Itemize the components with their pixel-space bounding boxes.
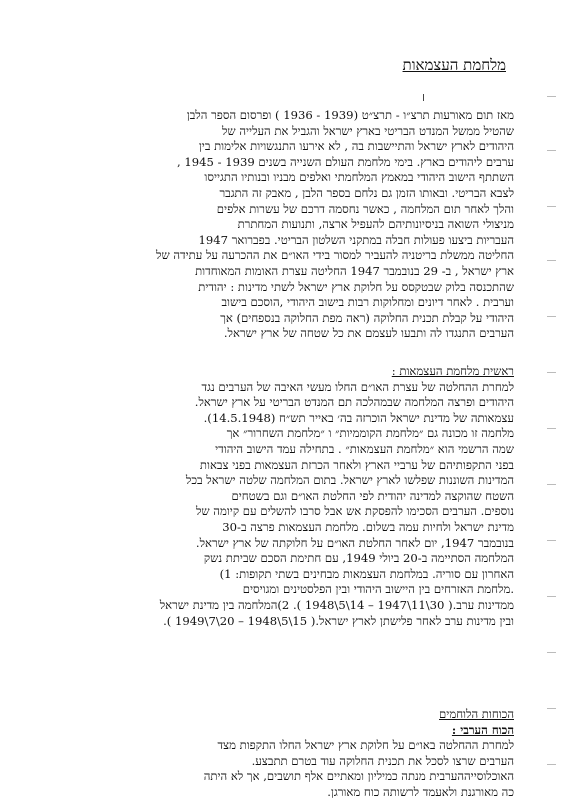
text-line: השטח שהוקצה למדינה יהודית לפי החלטת האו״ם וגם בשטחים (231, 488, 514, 503)
rule-mark (547, 428, 556, 429)
rule-mark (547, 652, 556, 653)
rule-mark (547, 96, 556, 97)
text-line: נוספים. הערבים הסכימו להפסקת אש אבל סרבו להשלים עם קיומה של (195, 504, 514, 519)
stray-mark (423, 94, 424, 101)
text-line: האוכלוסייההערבית מנתה כמיליון ומאתיים אלף תושבים, אך לא היתה (203, 769, 514, 784)
text-line: ובין מדינות ערב לאחר פלישתן לארץ ישראל.( 15\5\1948 – 20\7\1949 ). (163, 613, 514, 628)
text-line: העבריות ביצעו פעולות חבלה במתקני השלטון הבריטי. בפברואר 1947 (198, 232, 514, 247)
text-line: המדינות השוננות שפלשו לארץ ישראל. בתום המלחמה שלטה ישראל בכל (185, 473, 514, 488)
text-line: השתתף הישוב היהודי במאמץ המלחמתי ואלפים מבניו ובנותיו התגייסו (204, 170, 514, 185)
page-title: מלחמת העצמאות (402, 56, 506, 74)
margin-rule-marks (542, 0, 556, 800)
section-heading: ראשית מלחמת העצמאות : (391, 364, 514, 378)
text-line: המלחמה הסתיימה ב-20 ביולי 1949, עם חתימת הסכם שביתת נשק (203, 551, 514, 566)
text-line: מדינת ישראל ולחיות עמה בשלום. מלחמת העצמאות פרצה ב-30 (222, 519, 514, 534)
text-line: למחרת ההחלטה של עצרת האו״ם החלו מעשי האיבה של הערבים נגד (201, 379, 514, 394)
text-line: שהתכנסה בלוק שבטקסס על חלוקת ארץ ישראל לשתי מדינות : יהודית (198, 279, 514, 294)
rule-mark (547, 484, 556, 485)
text-line: מאז תום מאורעות תרצ״ו - תרצ״ט (1939 - 1936 ) ופרסום הספר הלבן (186, 108, 514, 122)
rule-mark (547, 708, 556, 709)
subsection-heading: הכוח הערבי : (451, 722, 514, 737)
text-line: היהודי על קבלת תכנית החלוקה (ראה מפת החלוקה בנספחים) אך (220, 310, 514, 325)
text-line: לצבא הבריטי. ובאותו הזמן גם נלחם בספר הלבן , מאבק זה התגבר (219, 185, 514, 200)
text-line: וערבית . לאחר דיונים ומחלוקות רבות בישוב היהודי ,הוסכם בישוב (221, 295, 514, 310)
text-line: כה מאורגנת ולאעמד לרשותה כוח מאורגן. (327, 784, 514, 799)
rule-mark (547, 206, 556, 207)
text-line: החליטה ממשלת בריטניה להעביר למסור בידי האו״ם את ההכרעה על עתידה של (156, 248, 514, 263)
rule-mark (547, 596, 556, 597)
rule-mark (547, 316, 556, 317)
intro-paragraph (46, 108, 514, 342)
text-line: היהודים ופרצה המלחמה שבמהלכה תם המנדט הבריטי על ארץ ישראל. (194, 395, 514, 410)
rule-mark (547, 540, 556, 541)
text-line: מלחמה זו מכונה גם ״מלחמת הקוממיות״ ו ״מלחמת השחרור״ אך (226, 426, 514, 441)
text-line: .מלחמת האזרחים בין היישוב היהודי ובין הפלסטינים ומגויסים (242, 582, 514, 597)
text-line: בנובמבר 1947, יום לאחר החלטת האו״ם על חלוקתה של ארץ ישראל. (195, 535, 514, 550)
text-line: היהודים לארץ ישראל והתיישבות בה , לא אירעו התנגשויות אלימות בין (198, 139, 514, 154)
war-beginning-section (46, 364, 514, 629)
text-line: מניצולי השואה בניסיונותיהם להעפיל ארצה, ותנועות המחתרת (237, 217, 514, 232)
fighting-forces-section (46, 707, 514, 801)
rule-mark (547, 260, 556, 261)
text-line: עצמאותה של מדינת ישראל הוכרזה בה׳ באייר תש״ח (14.5.1948). (203, 410, 514, 425)
text-line: שמה הרשמי הוא ״מלחמת העצמאות״ . בתחילה עמד הישוב היהודי (215, 441, 514, 456)
text-line: בפני התקפותיהם של ערביי הארץ ולאחר הכרזת העצמאות בפני צבאות (199, 457, 514, 472)
text-line: ערבים ליהודים בארץ. בימי מלחמת העולם השנייה בשנים 1939 - 1945 , (177, 154, 514, 169)
section-heading: הכוחות הלוחמים (439, 707, 514, 721)
text-line: ממדינות ערב.( 30\11\1947 – 14\5\1948 ). 2)המלחמה בין מדינת ישראל (159, 597, 514, 612)
text-line: והלך לאחר תום המלחמה , כאשר נחסמה דרכם של עשרות אלפים (216, 201, 514, 216)
text-line: למחרת ההחלטה באו״ם על חלוקת ארץ ישראל החלו התקפות מצד (217, 738, 514, 753)
text-line: ארץ ישראל , ב- 29 בנובמבר 1947 החליטה עצרת האומות המאוחדות (195, 263, 514, 278)
text-line: שהטיל ממשל המנדט הבריטי בארץ ישראל והגביל את העלייה של (222, 123, 514, 138)
rule-mark (547, 372, 556, 373)
text-line: הערבים התנגדו לה ותבעו לעצמם את כל שטחה של ארץ ישראל. (223, 326, 514, 341)
text-line: הערבים שרצו לסכל את תכנית החלוקה עוד בטרם תתבצע. (251, 753, 514, 768)
text-line: האחרון עם סוריה. במלחמת העצמאות מבחינים בשתי תקופות: 1) (219, 566, 514, 581)
rule-mark (547, 150, 556, 151)
rule-mark (547, 764, 556, 765)
